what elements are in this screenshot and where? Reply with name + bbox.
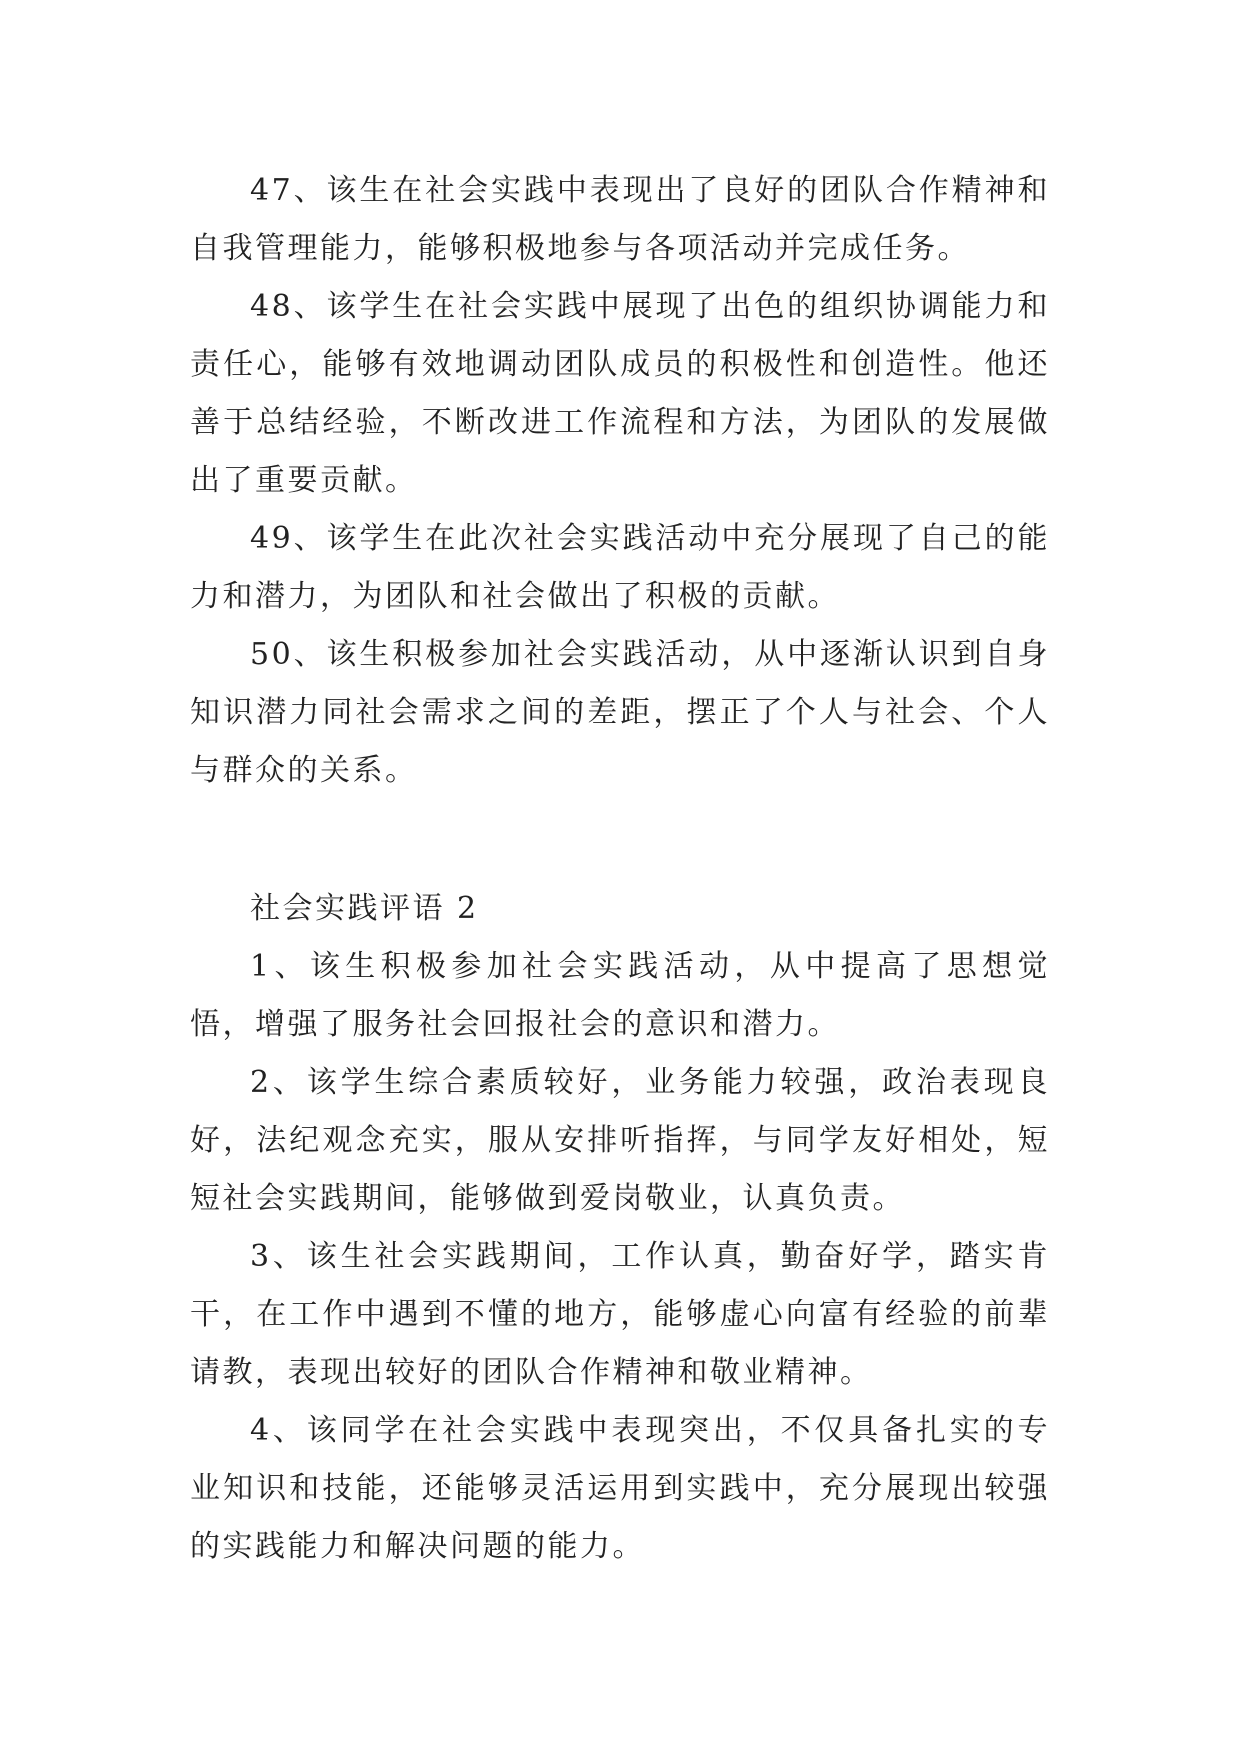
paragraph-1: 1、该生积极参加社会实践活动，从中提高了思想觉悟，增强了服务社会回报社会的意识和潜力。: [190, 949, 1050, 1042]
paragraph-47: 47、该生在社会实践中表现出了良好的团队合作精神和自我管理能力，能够积极地参与各项活动并完成任务。: [190, 173, 1050, 266]
paragraph-49: 49、该学生在此次社会实践活动中充分展现了自己的能力和潜力，为团队和社会做出了积极的贡献。: [190, 521, 1050, 614]
paragraph-4: 4、该同学在社会实践中表现突出，不仅具备扎实的专业知识和技能，还能够灵活运用到实践中，充分展现出较强的实践能力和解决问题的能力。: [190, 1413, 1050, 1564]
document-body: [190, 162, 1050, 1576]
paragraph-48: 48、该学生在社会实践中展现了出色的组织协调能力和责任心，能够有效地调动团队成员的积极性和创造性。他还善于总结经验，不断改进工作流程和方法，为团队的发展做出了重要贡献。: [190, 289, 1050, 498]
section-heading: 社会实践评语 2: [250, 891, 479, 926]
paragraph-50: 50、该生积极参加社会实践活动，从中逐渐认识到自身知识潜力同社会需求之间的差距，摆正了个人与社会、个人与群众的关系。: [190, 637, 1050, 788]
paragraph-2: 2、该学生综合素质较好，业务能力较强，政治表现良好，法纪观念充实，服从安排听指挥，与同学友好相处，短短社会实践期间，能够做到爱岗敬业，认真负责。: [190, 1065, 1050, 1216]
paragraph-3: 3、该生社会实践期间，工作认真，勤奋好学，踏实肯干，在工作中遇到不懂的地方，能够虚心向富有经验的前辈请教，表现出较好的团队合作精神和敬业精神。: [190, 1239, 1050, 1390]
